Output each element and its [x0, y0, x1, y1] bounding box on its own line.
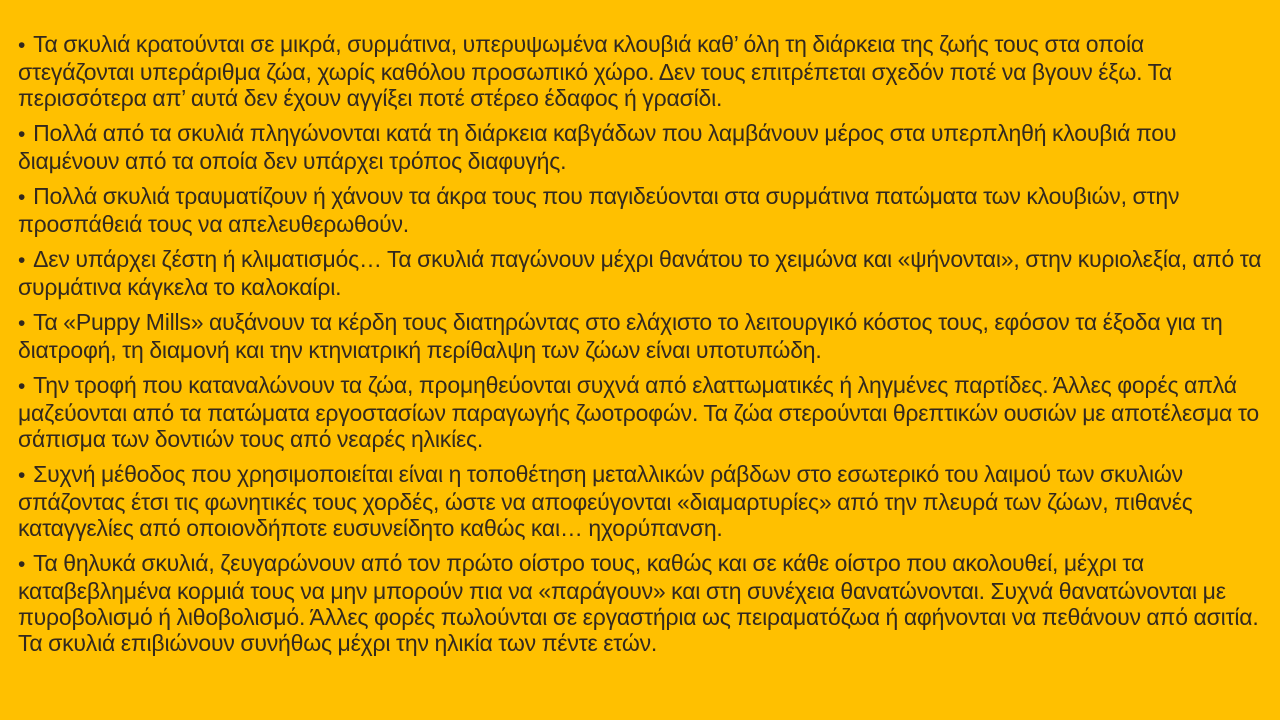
bullet-item: [18, 461, 1264, 541]
bullet-icon: •: [18, 249, 26, 272]
bullet-item: [18, 246, 1264, 300]
bullet-icon: •: [18, 123, 26, 146]
bullet-icon: •: [18, 186, 26, 209]
bullet-text: Τα σκυλιά κρατούνται σε μικρά, συρμάτινα, υπερυψωμένα κλουβιά καθ’ όλη τη διάρκεια της ζωής τους στα οποία στεγάζονται υπεράριθμα ζώα, χωρίς καθόλου προσωπικό χώρο. Δεν τους επιτρέπεται σχεδόν ποτέ να βγουν έξω. Τα περισσότερα απ’ αυτά δεν έχουν αγγίξει ποτέ στέρεο έδαφος ή γρασίδι.: [18, 31, 1172, 111]
bullet-item: [18, 372, 1264, 452]
bullet-icon: •: [18, 312, 26, 335]
bullet-text: Συχνή μέθοδος που χρησιμοποιείται είναι η τοποθέτηση μεταλλικών ράβδων στο εσωτερικό του λαιμού των σκυλιών σπάζοντας έτσι τις φωνητικές τους χορδές, ώστε να αποφεύγονται «διαμαρτυρίες» από την πλευρά των ζώων, πιθανές καταγγελίες από οποιονδήποτε ευσυνείδητο καθώς και… ηχορύπανση.: [18, 461, 1193, 541]
bullet-list: [18, 31, 1264, 656]
bullet-item: [18, 550, 1264, 656]
bullet-icon: •: [18, 464, 26, 487]
bullet-text: Την τροφή που καταναλώνουν τα ζώα, προμηθεύονται συχνά από ελαττωματικές ή ληγμένες παρτίδες. Άλλες φορές απλά μαζεύονται από τα πατώματα εργοστασίων παραγωγής ζωοτροφών. Τα ζώα στερούνται θρεπτικών ουσιών με αποτέλεσμα το σάπισμα των δοντιών τους από νεαρές ηλικίες.: [18, 372, 1259, 452]
bullet-text: Πολλά από τα σκυλιά πληγώνονται κατά τη διάρκεια καβγάδων που λαμβάνουν μέρος στα υπερπληθή κλουβιά που διαμένουν από τα οποία δεν υπάρχει τρόπος διαφυγής.: [18, 120, 1177, 174]
bullet-icon: •: [18, 34, 26, 57]
bullet-item: [18, 183, 1264, 237]
bullet-icon: •: [18, 375, 26, 398]
bullet-icon: •: [18, 553, 26, 576]
bullet-item: [18, 120, 1264, 174]
bullet-item: [18, 31, 1264, 111]
bullet-text: Τα θηλυκά σκυλιά, ζευγαρώνουν από τον πρώτο οίστρο τους, καθώς και σε κάθε οίστρο που ακολουθεί, μέχρι τα καταβεβλημένα κορμιά τους να μην μπορούν πια να «παράγουν» και στη συνέχεια θανατώνονται. Συχνά θανατώνονται με πυροβολισμό ή λιθοβολισμό. Άλλες φορές πωλούνται σε εργαστήρια ως πειραματόζωα ή αφήνονται να πεθάνουν από ασιτία. Τα σκυλιά επιβιώνουν συνήθως μέχρι την ηλικία των πέντε ετών.: [18, 550, 1259, 656]
bullet-text: Τα «Puppy Mills» αυξάνουν τα κέρδη τους διατηρώντας στο ελάχιστο το λειτουργικό κόστος τους, εφόσον τα έξοδα για τη διατροφή, τη διαμονή και την κτηνιατρική περίθαλψη των ζώων είναι υποτυπώδη.: [18, 309, 1223, 363]
bullet-item: [18, 309, 1264, 363]
bullet-text: Πολλά σκυλιά τραυματίζουν ή χάνουν τα άκρα τους που παγιδεύονται στα συρμάτινα πατώματα των κλουβιών, στην προσπάθειά τους να απελευθερωθούν.: [18, 183, 1180, 237]
bullet-text: Δεν υπάρχει ζέστη ή κλιματισμός… Τα σκυλιά παγώνουν μέχρι θανάτου το χειμώνα και «ψήνονται», στην κυριολεξία, από τα συρμάτινα κάγκελα το καλοκαίρι.: [18, 246, 1262, 300]
